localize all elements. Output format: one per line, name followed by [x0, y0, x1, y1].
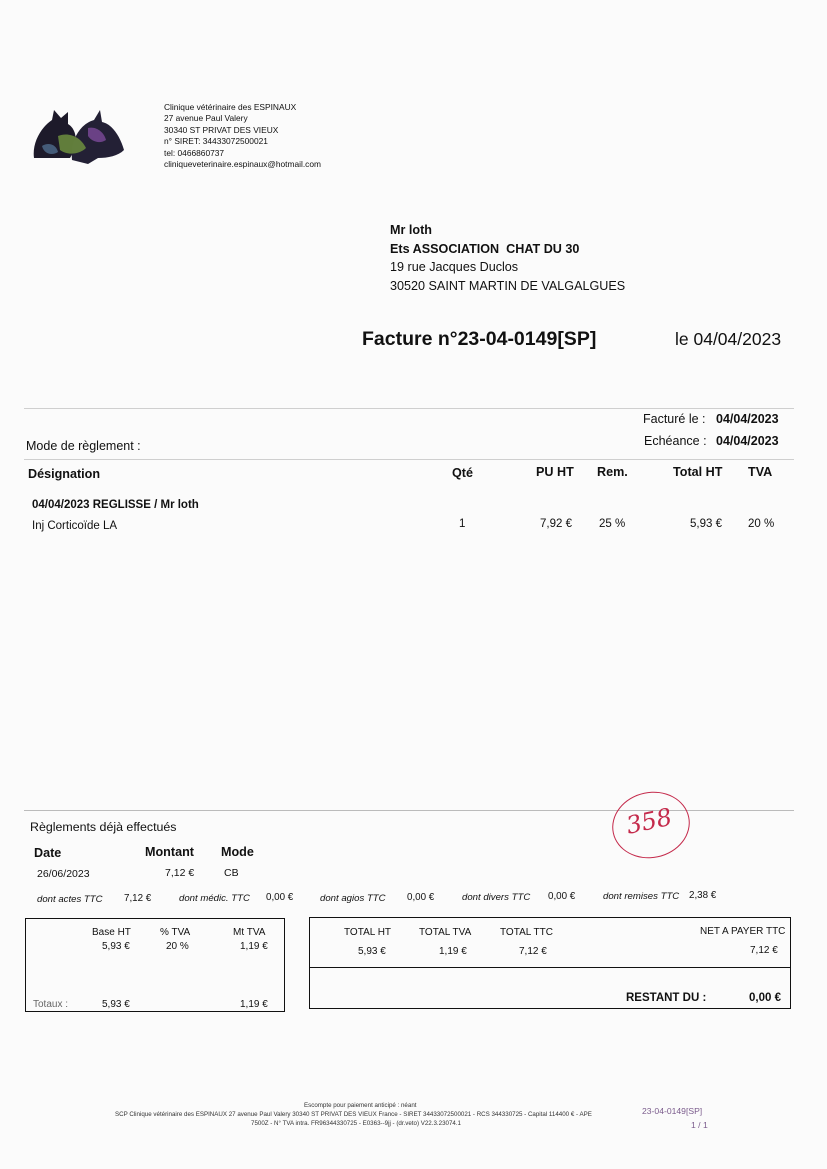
actes-value: 7,12 € [124, 893, 152, 904]
handwritten-circle-note [606, 785, 696, 866]
divider [24, 408, 794, 409]
vat-base-header: Base HT [92, 927, 131, 938]
total-ttc-value: 7,12 € [519, 946, 547, 957]
remaining-due-label: RESTANT DU : [626, 992, 707, 1004]
payments-date-header: Date [34, 846, 62, 860]
line-qty: 1 [459, 518, 466, 530]
line-designation: Inj Corticoïde LA [32, 520, 118, 532]
clinic-phone: tel: 0466860737 [164, 147, 225, 158]
col-total-header: Total HT [673, 465, 723, 479]
invoice-date: le 04/04/2023 [675, 329, 782, 349]
payment-amount: 7,12 € [165, 867, 195, 879]
recipient-company: Ets ASSOCIATION CHAT DU 30 [390, 241, 580, 256]
line-total: 5,93 € [690, 518, 722, 530]
agios-label: dont agios TTC [320, 893, 386, 904]
medic-value: 0,00 € [266, 892, 294, 903]
vat-rate-value: 20 % [166, 941, 189, 952]
col-discount-header: Rem. [597, 465, 628, 479]
vat-totals-amount: 1,19 € [240, 999, 268, 1010]
billed-value: 04/04/2023 [716, 412, 779, 426]
clinic-name: Clinique vétérinaire des ESPINAUX [164, 102, 297, 112]
total-tva-header: TOTAL TVA [419, 927, 472, 938]
clinic-email: cliniqueveterinaire.espinaux@hotmail.com [164, 159, 322, 170]
footer-invoice-ref: 23-04-0149[SP] [642, 1106, 703, 1116]
line-discount: 25 % [599, 518, 626, 530]
net-to-pay-value: 7,12 € [750, 945, 778, 956]
medic-label: dont médic. TTC [179, 893, 250, 904]
recipient-address [390, 221, 625, 295]
footer-vat-line: 7500Z - N° TVA intra. FR96344330725 - E0363--9jj - (dr.veto) V22.3.23074.1 [251, 1120, 461, 1127]
due-label: Echéance : [644, 434, 707, 448]
recipient-name: Mr loth [390, 223, 432, 237]
vat-base-value: 5,93 € [102, 941, 130, 952]
clinic-info [164, 102, 321, 170]
vat-rate-header: % TVA [160, 927, 191, 938]
actes-label: dont actes TTC [37, 894, 103, 905]
divers-value: 0,00 € [548, 891, 576, 902]
vat-amount-header: Mt TVA [233, 927, 266, 938]
line-unit-price: 7,92 € [540, 518, 572, 530]
clinic-street: 27 avenue Paul Valery [164, 113, 248, 124]
remises-value: 2,38 € [689, 890, 717, 901]
line-group-title: 04/04/2023 REGLISSE / Mr loth [32, 499, 199, 511]
total-tva-value: 1,19 € [439, 946, 467, 957]
total-ttc-header: TOTAL TTC [500, 927, 553, 938]
payments-amount-header: Montant [145, 845, 194, 859]
col-designation-header: Désignation [28, 467, 101, 481]
invoice-title: Facture n°23-04-0149[SP] [362, 328, 597, 350]
remaining-due-value: 0,00 € [749, 992, 781, 1004]
clinic-city: 30340 ST PRIVAT DES VIEUX [164, 124, 279, 135]
billed-label: Facturé le : [643, 412, 706, 426]
col-unit-price-header: PU HT [536, 465, 574, 479]
payments-title: Règlements déjà effectués [30, 820, 177, 834]
clinic-siret: n° SIRET: 34433072500021 [164, 136, 268, 147]
payment-date: 26/06/2023 [37, 868, 90, 880]
col-vat-header: TVA [748, 465, 773, 479]
payments-mode-header: Mode [221, 845, 254, 859]
handwritten-number: 358 [623, 802, 675, 840]
vat-totals-label: Totaux : [33, 999, 69, 1010]
clinic-logo [28, 106, 128, 168]
col-qty-header: Qté [452, 466, 473, 480]
net-to-pay-header: NET A PAYER TTC [700, 926, 786, 937]
total-ht-value: 5,93 € [358, 946, 386, 957]
payment-mode-label: Mode de règlement : [26, 439, 141, 453]
vat-amount-value: 1,19 € [240, 941, 268, 952]
remises-label: dont remises TTC [603, 891, 680, 902]
recipient-street: 19 rue Jacques Duclos [390, 260, 519, 274]
footer-legal-line: SCP Clinique vétérinaire des ESPINAUX 27 avenue Paul Valery 30340 ST PRIVAT DES VIEUX France - SIRET 34433072500021 - RCS 344330725 - Capital 114400 € - APE [115, 1111, 592, 1118]
agios-value: 0,00 € [407, 892, 435, 903]
totals-divider [310, 967, 790, 968]
total-ht-header: TOTAL HT [344, 927, 392, 938]
vat-totals-base: 5,93 € [102, 999, 130, 1010]
payment-mode: CB [224, 867, 239, 879]
due-value: 04/04/2023 [716, 434, 779, 448]
footer-page-number: 1 / 1 [691, 1120, 708, 1130]
divider [24, 459, 794, 460]
recipient-city: 30520 SAINT MARTIN DE VALGALGUES [390, 278, 626, 293]
footer-discount-note: Escompte pour paiement anticipé : néant [304, 1102, 417, 1109]
line-vat: 20 % [748, 518, 775, 530]
divers-label: dont divers TTC [462, 892, 531, 903]
